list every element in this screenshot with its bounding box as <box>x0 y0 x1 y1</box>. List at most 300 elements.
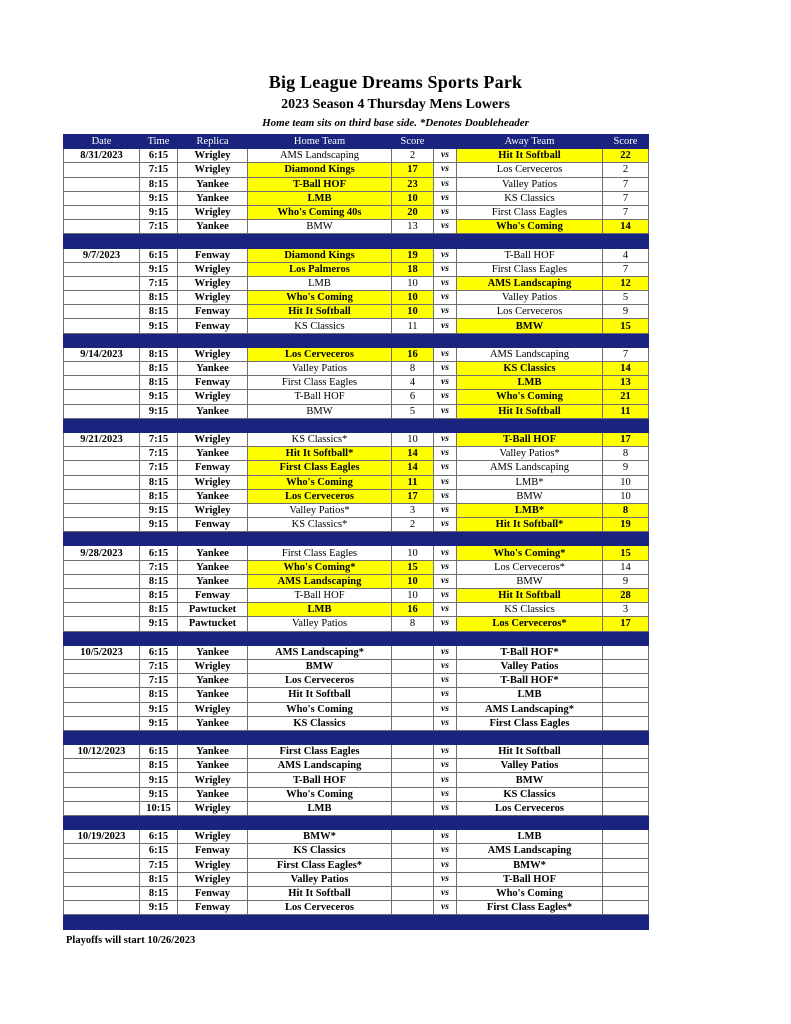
away-score: 4 <box>603 248 649 262</box>
game-time: 8:15 <box>140 347 178 361</box>
away-team: Who's Coming <box>457 886 603 900</box>
table-row <box>64 787 649 801</box>
away-team: Hit It Softball <box>457 589 603 603</box>
away-team: BMW <box>457 574 603 588</box>
table-row <box>64 844 649 858</box>
home-team: BMW* <box>248 830 392 844</box>
home-team: Valley Patios* <box>248 503 392 517</box>
away-score <box>603 759 649 773</box>
separator-cell <box>392 816 434 830</box>
game-replica: Yankee <box>178 787 248 801</box>
game-date <box>64 461 140 475</box>
home-score: 11 <box>392 475 434 489</box>
away-team: AMS Landscaping <box>457 347 603 361</box>
vs-label: vs <box>434 319 457 333</box>
table-row <box>64 149 649 163</box>
vs-label: vs <box>434 603 457 617</box>
away-score <box>603 844 649 858</box>
vs-label: vs <box>434 901 457 915</box>
home-score <box>392 886 434 900</box>
week-separator <box>64 532 649 546</box>
away-team: AMS Landscaping* <box>457 702 603 716</box>
game-replica: Pawtucket <box>178 617 248 631</box>
separator-cell <box>603 418 649 432</box>
game-replica: Wrigley <box>178 858 248 872</box>
away-score: 8 <box>603 503 649 517</box>
week-separator <box>64 730 649 744</box>
vs-label: vs <box>434 688 457 702</box>
home-team: Los Cerveceros <box>248 489 392 503</box>
vs-label: vs <box>434 518 457 532</box>
home-score <box>392 674 434 688</box>
home-team: First Class Eagles <box>248 461 392 475</box>
table-row <box>64 291 649 305</box>
home-score: 10 <box>392 574 434 588</box>
game-replica: Fenway <box>178 518 248 532</box>
home-team: T-Ball HOF <box>248 773 392 787</box>
table-row <box>64 716 649 730</box>
game-date <box>64 787 140 801</box>
game-replica: Yankee <box>178 674 248 688</box>
game-date <box>64 404 140 418</box>
home-score: 8 <box>392 617 434 631</box>
home-score: 16 <box>392 347 434 361</box>
home-score <box>392 844 434 858</box>
table-row <box>64 220 649 234</box>
home-score: 17 <box>392 163 434 177</box>
away-score <box>603 702 649 716</box>
game-replica: Fenway <box>178 305 248 319</box>
separator-cell <box>392 631 434 645</box>
separator-cell <box>178 730 248 744</box>
separator-cell <box>603 532 649 546</box>
vs-label: vs <box>434 787 457 801</box>
game-replica: Wrigley <box>178 659 248 673</box>
home-team: Diamond Kings <box>248 248 392 262</box>
game-replica: Fenway <box>178 248 248 262</box>
game-date <box>64 560 140 574</box>
home-score: 23 <box>392 177 434 191</box>
game-replica: Wrigley <box>178 390 248 404</box>
away-team: Valley Patios <box>457 759 603 773</box>
home-team: LMB <box>248 276 392 290</box>
home-team: First Class Eagles <box>248 745 392 759</box>
home-score <box>392 830 434 844</box>
away-score <box>603 801 649 815</box>
vs-label: vs <box>434 347 457 361</box>
home-team: KS Classics* <box>248 518 392 532</box>
vs-label: vs <box>434 560 457 574</box>
game-time: 7:15 <box>140 560 178 574</box>
vs-label: vs <box>434 716 457 730</box>
away-score: 7 <box>603 347 649 361</box>
home-score: 4 <box>392 376 434 390</box>
separator-cell <box>178 234 248 248</box>
home-score: 10 <box>392 276 434 290</box>
home-score: 10 <box>392 546 434 560</box>
week-separator <box>64 816 649 830</box>
separator-cell <box>140 816 178 830</box>
table-header-row <box>64 135 649 149</box>
separator-cell <box>140 234 178 248</box>
game-time: 8:15 <box>140 291 178 305</box>
vs-label: vs <box>434 745 457 759</box>
home-score: 2 <box>392 149 434 163</box>
vs-label: vs <box>434 801 457 815</box>
game-date: 9/21/2023 <box>64 432 140 446</box>
separator-cell <box>603 234 649 248</box>
away-team: Los Cerveceros* <box>457 560 603 574</box>
away-score: 7 <box>603 191 649 205</box>
game-time: 10:15 <box>140 801 178 815</box>
table-row <box>64 858 649 872</box>
separator-cell <box>140 631 178 645</box>
table-row <box>64 560 649 574</box>
away-score: 9 <box>603 305 649 319</box>
vs-label: vs <box>434 617 457 631</box>
game-replica: Pawtucket <box>178 603 248 617</box>
away-score: 15 <box>603 546 649 560</box>
game-date <box>64 518 140 532</box>
game-time: 9:15 <box>140 901 178 915</box>
away-team: AMS Landscaping <box>457 461 603 475</box>
table-row <box>64 205 649 219</box>
game-replica: Wrigley <box>178 347 248 361</box>
vs-label: vs <box>434 149 457 163</box>
game-time: 6:15 <box>140 149 178 163</box>
game-time: 8:15 <box>140 759 178 773</box>
separator-cell <box>178 418 248 432</box>
game-replica: Yankee <box>178 574 248 588</box>
game-date: 10/19/2023 <box>64 830 140 844</box>
home-team: First Class Eagles <box>248 376 392 390</box>
header-home-score: Score <box>392 135 434 149</box>
vs-label: vs <box>434 376 457 390</box>
header-date: Date <box>64 135 140 149</box>
away-team: BMW <box>457 489 603 503</box>
home-team: Hit It Softball <box>248 886 392 900</box>
week-separator <box>64 915 649 929</box>
home-score: 16 <box>392 603 434 617</box>
vs-label: vs <box>434 205 457 219</box>
table-row <box>64 830 649 844</box>
table-row <box>64 603 649 617</box>
home-team: LMB <box>248 191 392 205</box>
away-team: LMB <box>457 688 603 702</box>
away-score <box>603 901 649 915</box>
game-time: 7:15 <box>140 659 178 673</box>
away-team: Hit It Softball <box>457 745 603 759</box>
game-date <box>64 901 140 915</box>
home-score: 2 <box>392 518 434 532</box>
away-score: 14 <box>603 220 649 234</box>
home-score: 18 <box>392 262 434 276</box>
table-row <box>64 376 649 390</box>
table-row <box>64 276 649 290</box>
away-score: 10 <box>603 489 649 503</box>
home-team: BMW <box>248 220 392 234</box>
away-score: 2 <box>603 163 649 177</box>
separator-cell <box>248 915 392 929</box>
header-replica: Replica <box>178 135 248 149</box>
away-score <box>603 830 649 844</box>
away-team: KS Classics <box>457 787 603 801</box>
game-replica: Wrigley <box>178 801 248 815</box>
separator-cell <box>178 333 248 347</box>
game-date <box>64 659 140 673</box>
vs-label: vs <box>434 844 457 858</box>
away-team: Los Cerveceros <box>457 163 603 177</box>
home-score: 19 <box>392 248 434 262</box>
away-team: First Class Eagles <box>457 205 603 219</box>
game-date <box>64 163 140 177</box>
away-team: Who's Coming <box>457 390 603 404</box>
away-score: 17 <box>603 432 649 446</box>
vs-label: vs <box>434 674 457 688</box>
header-vs <box>434 135 457 149</box>
separator-cell <box>140 730 178 744</box>
game-time: 7:15 <box>140 220 178 234</box>
game-replica: Wrigley <box>178 149 248 163</box>
game-replica: Yankee <box>178 177 248 191</box>
separator-cell <box>457 915 603 929</box>
home-score <box>392 901 434 915</box>
separator-cell <box>392 234 434 248</box>
game-date <box>64 319 140 333</box>
table-row <box>64 191 649 205</box>
away-score: 13 <box>603 376 649 390</box>
separator-cell <box>140 532 178 546</box>
vs-label: vs <box>434 163 457 177</box>
separator-cell <box>434 333 457 347</box>
game-time: 9:15 <box>140 503 178 517</box>
separator-cell <box>248 816 392 830</box>
vs-label: vs <box>434 489 457 503</box>
home-score: 15 <box>392 560 434 574</box>
separator-cell <box>603 730 649 744</box>
away-team: KS Classics <box>457 191 603 205</box>
away-team: Los Cerveceros <box>457 305 603 319</box>
game-time: 8:15 <box>140 177 178 191</box>
game-date <box>64 773 140 787</box>
away-team: First Class Eagles <box>457 716 603 730</box>
game-time: 9:15 <box>140 191 178 205</box>
page-note: Home team sits on third base side. *Denotes Doubleheader <box>262 117 529 129</box>
home-score <box>392 702 434 716</box>
away-score <box>603 688 649 702</box>
page-subtitle: 2023 Season 4 Thursday Mens Lowers <box>281 97 510 112</box>
game-time: 7:15 <box>140 858 178 872</box>
separator-cell <box>434 631 457 645</box>
table-row <box>64 688 649 702</box>
game-replica: Yankee <box>178 560 248 574</box>
away-team: T-Ball HOF <box>457 872 603 886</box>
away-score: 9 <box>603 461 649 475</box>
away-team: BMW <box>457 319 603 333</box>
home-score: 14 <box>392 461 434 475</box>
table-row <box>64 163 649 177</box>
game-date <box>64 262 140 276</box>
home-team: Valley Patios <box>248 362 392 376</box>
away-team: T-Ball HOF* <box>457 645 603 659</box>
game-time: 6:15 <box>140 745 178 759</box>
game-date <box>64 503 140 517</box>
separator-cell <box>603 915 649 929</box>
table-row <box>64 248 649 262</box>
vs-label: vs <box>434 390 457 404</box>
game-replica: Fenway <box>178 589 248 603</box>
table-row <box>64 645 649 659</box>
vs-label: vs <box>434 447 457 461</box>
away-score: 9 <box>603 574 649 588</box>
away-team: T-Ball HOF* <box>457 674 603 688</box>
game-replica: Wrigley <box>178 773 248 787</box>
table-row <box>64 305 649 319</box>
away-team: Valley Patios <box>457 177 603 191</box>
game-date: 10/12/2023 <box>64 745 140 759</box>
vs-label: vs <box>434 702 457 716</box>
table-row <box>64 589 649 603</box>
separator-cell <box>140 333 178 347</box>
header-away-team: Away Team <box>457 135 603 149</box>
game-date <box>64 872 140 886</box>
away-team: LMB* <box>457 475 603 489</box>
away-score: 14 <box>603 362 649 376</box>
home-score: 10 <box>392 432 434 446</box>
game-time: 9:15 <box>140 787 178 801</box>
separator-cell <box>64 532 140 546</box>
separator-cell <box>248 631 392 645</box>
home-score <box>392 759 434 773</box>
game-time: 8:15 <box>140 362 178 376</box>
game-replica: Yankee <box>178 447 248 461</box>
separator-cell <box>434 816 457 830</box>
header-home-team: Home Team <box>248 135 392 149</box>
home-team: KS Classics <box>248 844 392 858</box>
game-time: 9:15 <box>140 773 178 787</box>
vs-label: vs <box>434 830 457 844</box>
vs-label: vs <box>434 574 457 588</box>
game-date <box>64 674 140 688</box>
away-team: T-Ball HOF <box>457 248 603 262</box>
home-score: 13 <box>392 220 434 234</box>
home-score <box>392 801 434 815</box>
home-score: 6 <box>392 390 434 404</box>
away-team: AMS Landscaping <box>457 844 603 858</box>
game-date: 10/5/2023 <box>64 645 140 659</box>
game-date <box>64 447 140 461</box>
vs-label: vs <box>434 503 457 517</box>
game-time: 8:15 <box>140 688 178 702</box>
separator-cell <box>392 418 434 432</box>
game-replica: Fenway <box>178 461 248 475</box>
home-team: AMS Landscaping <box>248 759 392 773</box>
game-replica: Wrigley <box>178 702 248 716</box>
game-date <box>64 376 140 390</box>
vs-label: vs <box>434 546 457 560</box>
home-score <box>392 659 434 673</box>
separator-cell <box>64 418 140 432</box>
game-date: 8/31/2023 <box>64 149 140 163</box>
away-team: Valley Patios* <box>457 447 603 461</box>
table-row <box>64 617 649 631</box>
separator-cell <box>178 631 248 645</box>
game-time: 6:15 <box>140 645 178 659</box>
schedule-table <box>63 134 649 930</box>
home-team: T-Ball HOF <box>248 177 392 191</box>
schedule-body <box>64 149 649 929</box>
away-team: Who's Coming <box>457 220 603 234</box>
game-time: 6:15 <box>140 844 178 858</box>
game-date: 9/28/2023 <box>64 546 140 560</box>
game-date <box>64 390 140 404</box>
separator-cell <box>178 532 248 546</box>
away-team: LMB* <box>457 503 603 517</box>
away-team: Valley Patios <box>457 659 603 673</box>
separator-cell <box>434 418 457 432</box>
away-score: 19 <box>603 518 649 532</box>
vs-label: vs <box>434 858 457 872</box>
game-replica: Yankee <box>178 716 248 730</box>
home-score <box>392 688 434 702</box>
separator-cell <box>603 816 649 830</box>
home-team: Who's Coming <box>248 291 392 305</box>
table-row <box>64 319 649 333</box>
vs-label: vs <box>434 191 457 205</box>
home-team: Hit It Softball* <box>248 447 392 461</box>
game-replica: Fenway <box>178 886 248 900</box>
separator-cell <box>457 234 603 248</box>
home-team: Hit It Softball <box>248 688 392 702</box>
home-score <box>392 872 434 886</box>
table-row <box>64 447 649 461</box>
game-date <box>64 716 140 730</box>
game-date: 9/14/2023 <box>64 347 140 361</box>
away-score: 14 <box>603 560 649 574</box>
separator-cell <box>64 915 140 929</box>
game-time: 6:15 <box>140 248 178 262</box>
home-score <box>392 645 434 659</box>
game-replica: Wrigley <box>178 830 248 844</box>
away-score: 10 <box>603 475 649 489</box>
separator-cell <box>248 730 392 744</box>
separator-cell <box>392 730 434 744</box>
game-date <box>64 688 140 702</box>
home-team: Who's Coming 40s <box>248 205 392 219</box>
home-team: Los Cerveceros <box>248 347 392 361</box>
game-replica: Wrigley <box>178 262 248 276</box>
home-score: 10 <box>392 305 434 319</box>
game-time: 9:15 <box>140 319 178 333</box>
table-row <box>64 901 649 915</box>
game-replica: Fenway <box>178 844 248 858</box>
game-replica: Yankee <box>178 362 248 376</box>
game-replica: Wrigley <box>178 163 248 177</box>
home-score: 20 <box>392 205 434 219</box>
game-date <box>64 475 140 489</box>
home-team: AMS Landscaping <box>248 149 392 163</box>
separator-cell <box>392 915 434 929</box>
table-row <box>64 773 649 787</box>
away-score: 21 <box>603 390 649 404</box>
table-row <box>64 404 649 418</box>
away-score: 11 <box>603 404 649 418</box>
away-score: 7 <box>603 177 649 191</box>
away-score <box>603 659 649 673</box>
table-row <box>64 461 649 475</box>
away-score: 17 <box>603 617 649 631</box>
home-score <box>392 858 434 872</box>
